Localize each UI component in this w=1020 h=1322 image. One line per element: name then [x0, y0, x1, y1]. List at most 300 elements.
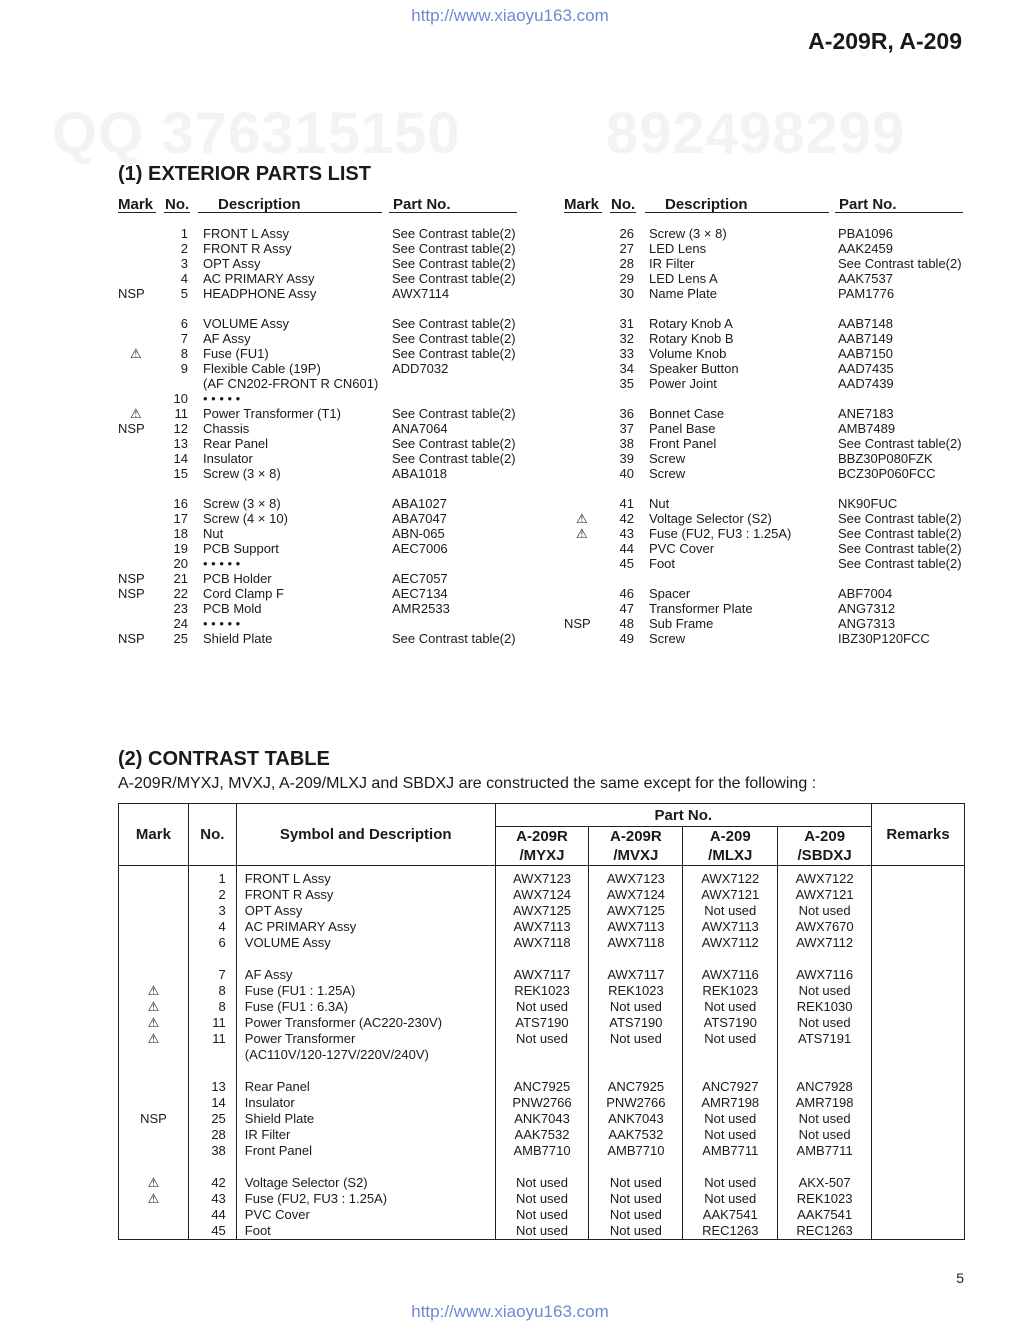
ct-no: 38 [211, 1143, 226, 1158]
ct-part: ATS7190 [515, 1015, 569, 1030]
col-sbdxj [778, 866, 872, 1240]
parts-row [564, 226, 964, 241]
model-title: A-209R, A-209 [808, 28, 962, 54]
part-number: BBZ30P080FZK [838, 451, 933, 466]
th-no: No. [188, 804, 236, 866]
ct-part: AWX7112 [701, 935, 759, 950]
ct-mark [119, 903, 188, 919]
ct-mark: ⚠ [147, 1031, 160, 1046]
parts-row [564, 571, 964, 586]
item-description: AC PRIMARY Assy [203, 271, 315, 286]
header-rule [610, 212, 636, 213]
header-rule [198, 212, 382, 213]
item-no: 38 [619, 436, 634, 451]
parts-row [564, 511, 964, 526]
ct-desc: Fuse (FU2, FU3 : 1.25A) [244, 1191, 388, 1206]
parts-row [564, 346, 964, 361]
ct-mark [119, 1095, 188, 1111]
item-no: 37 [619, 421, 634, 436]
part-number: AAD7439 [838, 376, 894, 391]
item-description: Screw (4 × 10) [203, 511, 288, 526]
item-description: HEADPHONE Assy [203, 286, 317, 301]
bottom-url[interactable]: http://www.xiaoyu163.com [411, 1302, 609, 1321]
part-number: NK90FUC [838, 496, 898, 511]
ct-part [589, 1063, 682, 1079]
item-description: AF Assy [203, 331, 251, 346]
part-number: See Contrast table(2) [838, 541, 962, 556]
item-description: Rotary Knob A [649, 316, 733, 331]
part-number: AMB7489 [838, 421, 896, 436]
parts-row [118, 631, 518, 646]
ct-part: Not used [704, 1127, 757, 1142]
parts-row [118, 481, 518, 496]
ct-part: ATS7190 [609, 1015, 663, 1030]
ct-mark [119, 1143, 188, 1159]
item-no: 16 [173, 496, 188, 511]
ct-no: 8 [218, 999, 226, 1014]
ct-no [189, 1159, 226, 1175]
item-no: 35 [619, 376, 634, 391]
ct-part: Not used [609, 1031, 662, 1046]
ct-part: Not used [798, 983, 851, 998]
ct-mark [119, 951, 188, 967]
ct-part: Not used [704, 1191, 757, 1206]
ct-part: Not used [515, 1031, 569, 1046]
part-number: See Contrast table(2) [392, 331, 516, 346]
item-description: Power Joint [649, 376, 717, 391]
item-no: 34 [619, 361, 634, 376]
ct-part: REK1023 [514, 983, 570, 998]
item-description: FRONT R Assy [203, 241, 292, 256]
item-description: Voltage Selector (S2) [649, 511, 772, 526]
ct-mark [119, 1063, 188, 1079]
part-number: AEC7006 [392, 541, 448, 556]
item-no: 46 [619, 586, 634, 601]
parts-row [564, 301, 964, 316]
ct-desc: Insulator [244, 1095, 295, 1110]
item-no: 49 [619, 631, 634, 646]
part-number: ABA7047 [392, 511, 447, 526]
item-description: Volume Knob [649, 346, 727, 361]
item-no: 45 [619, 556, 634, 571]
item-description: Rear Panel [203, 436, 269, 451]
ct-part: AWX7124 [512, 887, 572, 902]
ct-part: AWX7113 [701, 919, 759, 934]
item-description: Power Transformer (T1) [203, 406, 341, 421]
ct-part: REK1030 [796, 999, 853, 1014]
mark-left: NSP [118, 586, 145, 601]
item-no: 25 [173, 631, 188, 646]
ct-part [589, 951, 682, 967]
item-no: 44 [619, 541, 634, 556]
parts-row [564, 421, 964, 436]
parts-row [564, 631, 964, 646]
parts-row [118, 256, 518, 271]
ct-part [778, 1159, 871, 1175]
parts-row [118, 601, 518, 616]
th-desc: Symbol and Description [236, 804, 495, 866]
ct-part: AWX7122 [701, 871, 760, 886]
ct-part: REC1263 [796, 1223, 853, 1238]
parts-row [564, 541, 964, 556]
ct-no: 4 [218, 919, 226, 934]
ct-mark [119, 1079, 188, 1095]
col-desc [236, 866, 495, 1240]
ct-part [496, 1047, 589, 1063]
col-header-mark-right: Mark [564, 196, 600, 213]
ct-part [778, 1063, 871, 1079]
ct-part: AWX7116 [701, 967, 759, 982]
parts-row [118, 391, 518, 406]
part-number: See Contrast table(2) [392, 241, 516, 256]
ct-part [683, 1159, 777, 1175]
item-description: Shield Plate [203, 631, 273, 646]
ct-part: Not used [609, 1207, 662, 1222]
parts-row [118, 466, 518, 481]
item-no: 14 [173, 451, 188, 466]
ct-desc [245, 1063, 495, 1079]
ct-part: AWX7113 [607, 919, 665, 934]
ct-part: AWX7118 [607, 935, 665, 950]
col-mlxj [683, 866, 778, 1240]
ct-part: AAK7532 [608, 1127, 664, 1142]
ct-part: AWX7118 [513, 935, 571, 950]
ct-part: Not used [798, 1015, 851, 1030]
col-mvxj [589, 866, 683, 1240]
ct-no: 42 [211, 1175, 226, 1190]
parts-row [118, 571, 518, 586]
mark-left: ⚠ [130, 406, 142, 421]
ct-part: Not used [609, 1175, 662, 1190]
parts-row [564, 256, 964, 271]
parts-row [118, 271, 518, 286]
part-number: See Contrast table(2) [392, 406, 516, 421]
ct-part: Not used [798, 903, 851, 918]
col-header-mark-left: Mark [118, 196, 154, 213]
ct-desc: Front Panel [244, 1143, 312, 1158]
item-no: 3 [180, 256, 188, 271]
ct-part: ANC7928 [796, 1079, 853, 1094]
mark-left: NSP [118, 286, 145, 301]
item-description: Screw [649, 631, 686, 646]
ct-mark [119, 1207, 188, 1223]
mark-left: ⚠ [130, 346, 142, 361]
ct-desc [245, 1159, 495, 1175]
ct-part [589, 1047, 682, 1063]
item-description: Speaker Button [649, 361, 739, 376]
exterior-list-right [564, 226, 964, 646]
ct-part: Not used [798, 1111, 851, 1126]
ct-desc: Fuse (FU1 : 1.25A) [244, 983, 356, 998]
ct-desc: FRONT L Assy [244, 871, 331, 886]
item-description: Foot [649, 556, 676, 571]
item-no: 8 [180, 346, 188, 361]
ct-desc: Fuse (FU1 : 6.3A) [244, 999, 349, 1014]
ct-part: AWX7121 [701, 887, 760, 902]
item-description: Rotary Knob B [649, 331, 734, 346]
parts-row [564, 331, 964, 346]
ct-no: 6 [218, 935, 226, 950]
ct-part: AMB7711 [796, 1143, 853, 1158]
th-mark: Mark [119, 804, 189, 866]
ct-part: Not used [704, 1175, 757, 1190]
item-description: Screw [649, 451, 686, 466]
parts-row [118, 286, 518, 301]
item-no: 18 [173, 526, 188, 541]
ct-part: AWX7123 [512, 871, 572, 886]
col-no [188, 866, 236, 1240]
header-rule [389, 212, 517, 213]
part-number: BCZ30P060FCC [838, 466, 936, 481]
contrast-table [118, 803, 965, 1240]
item-description: PCB Support [203, 541, 279, 556]
item-no: 5 [180, 286, 188, 301]
ct-part [778, 1047, 871, 1063]
ct-mark [119, 919, 188, 935]
item-description: • • • • • [203, 556, 241, 571]
watermark-qq: QQ 376315150 [52, 101, 461, 166]
part-number: PBA1096 [838, 226, 893, 241]
ct-no: 44 [211, 1207, 226, 1222]
part-number: AAK7537 [838, 271, 893, 286]
parts-row [564, 526, 964, 541]
item-description: Panel Base [649, 421, 716, 436]
ct-part: ANK7043 [514, 1111, 570, 1126]
ct-no: 11 [212, 1015, 226, 1030]
item-description: Screw (3 × 8) [649, 226, 727, 241]
ct-no: 2 [218, 887, 226, 902]
ct-mark [119, 935, 188, 951]
part-number: ANG7313 [838, 616, 896, 631]
item-no: 13 [173, 436, 188, 451]
col-header-desc-right: Description [665, 196, 748, 213]
ct-part: REK1023 [702, 983, 759, 998]
ct-desc: Power Transformer (AC220-230V) [244, 1015, 443, 1030]
item-no: 23 [173, 601, 188, 616]
parts-row [564, 391, 964, 406]
part-number: See Contrast table(2) [392, 271, 516, 286]
section-title-contrast: (2) CONTRAST TABLE [118, 748, 330, 770]
mark-right: NSP [564, 616, 591, 631]
ct-part: Not used [609, 999, 662, 1014]
item-description: Sub Frame [649, 616, 714, 631]
ct-mark: NSP [140, 1111, 167, 1126]
part-number: See Contrast table(2) [392, 436, 516, 451]
ct-part: AAK7541 [702, 1207, 758, 1222]
item-no: 12 [173, 421, 188, 436]
top-url[interactable]: http://www.xiaoyu163.com [411, 6, 609, 25]
item-description: Name Plate [649, 286, 717, 301]
item-description: Screw (3 × 8) [203, 496, 281, 511]
part-number: See Contrast table(2) [838, 511, 962, 526]
item-description: • • • • • [203, 616, 241, 631]
header-rule [164, 212, 190, 213]
ct-part: REK1023 [796, 1191, 853, 1206]
part-number: See Contrast table(2) [838, 526, 962, 541]
item-no: 1 [180, 226, 188, 241]
mark-right: ⚠ [576, 526, 588, 541]
ct-desc: FRONT R Assy [244, 887, 334, 902]
item-no: 29 [619, 271, 634, 286]
col-header-no-left: No. [165, 196, 190, 213]
ct-mark: ⚠ [147, 1015, 160, 1030]
ct-no [189, 1047, 226, 1063]
ct-no [189, 1063, 226, 1079]
watermark-number: 892498299 [606, 101, 906, 166]
ct-part: AWX7124 [606, 887, 665, 902]
col-mark [119, 866, 189, 1240]
item-no: 2 [180, 241, 188, 256]
item-no: 10 [173, 391, 188, 406]
parts-row [118, 361, 518, 376]
part-number: AAB7148 [838, 316, 893, 331]
item-no: 28 [619, 256, 634, 271]
item-description: PCB Holder [203, 571, 272, 586]
col-header-desc-left: Description [218, 196, 301, 213]
item-no: 24 [173, 616, 188, 631]
ct-part: ANC7925 [513, 1079, 571, 1094]
ct-desc: OPT Assy [244, 903, 303, 918]
ct-desc: VOLUME Assy [244, 935, 331, 950]
page-number: 5 [956, 1270, 964, 1286]
part-number: AAB7149 [838, 331, 893, 346]
ct-part: Not used [515, 1223, 569, 1238]
parts-row [118, 616, 518, 631]
ct-part: AWX7113 [513, 919, 571, 934]
ct-part: ATS7191 [797, 1031, 852, 1046]
parts-row [118, 226, 518, 241]
parts-row [118, 436, 518, 451]
part-number: See Contrast table(2) [392, 631, 516, 646]
ct-mark [119, 1159, 188, 1175]
ct-no: 25 [211, 1111, 226, 1126]
parts-row [118, 526, 518, 541]
item-no: 7 [180, 331, 188, 346]
ct-no: 11 [212, 1031, 226, 1046]
item-description: Screw (3 × 8) [203, 466, 281, 481]
th-remarks: Remarks [872, 804, 965, 866]
part-number: AAB7150 [838, 346, 893, 361]
item-description: FRONT L Assy [203, 226, 289, 241]
ct-part: Not used [798, 1127, 851, 1142]
ct-part: ANC7925 [607, 1079, 665, 1094]
item-no: 17 [173, 511, 188, 526]
item-description: Transformer Plate [649, 601, 753, 616]
part-number: AAD7435 [838, 361, 894, 376]
part-number: See Contrast table(2) [392, 451, 516, 466]
ct-part: Not used [704, 999, 757, 1014]
item-no: 39 [619, 451, 634, 466]
item-no: 26 [619, 226, 634, 241]
ct-desc: Foot [244, 1223, 271, 1238]
ct-part: AMR7198 [701, 1095, 760, 1110]
part-number: ABA1018 [392, 466, 447, 481]
th-partno: Part No. [495, 804, 871, 827]
ct-part: AKX-507 [798, 1175, 851, 1190]
parts-row [118, 376, 518, 391]
ct-part: Not used [515, 1207, 569, 1222]
parts-row [564, 406, 964, 421]
section-title-exterior: (1) EXTERIOR PARTS LIST [118, 163, 371, 185]
th-model-mlxj: A-209 /MLXJ [683, 827, 778, 866]
ct-part: AWX7112 [796, 935, 854, 950]
item-no: 31 [619, 316, 634, 331]
item-description: Screw [649, 466, 686, 481]
parts-row [118, 421, 518, 436]
part-number: AWX7114 [392, 286, 450, 301]
col-myxj [495, 866, 589, 1240]
item-description: Cord Clamp F [203, 586, 284, 601]
ct-mark: ⚠ [147, 999, 160, 1014]
item-description: VOLUME Assy [203, 316, 289, 331]
ct-mark [119, 887, 188, 903]
ct-part: ANC7927 [702, 1079, 759, 1094]
ct-part: AWX7122 [795, 871, 854, 886]
item-description: PVC Cover [649, 541, 715, 556]
ct-part: AAK7532 [514, 1127, 570, 1142]
ct-part: Not used [609, 1191, 662, 1206]
part-number: AEC7057 [392, 571, 448, 586]
header-rule [564, 212, 602, 213]
ct-desc: Voltage Selector (S2) [244, 1175, 368, 1190]
parts-row [564, 271, 964, 286]
item-no: 9 [180, 361, 188, 376]
item-description: LED Lens A [649, 271, 718, 286]
th-model-mvxj: A-209R /MVXJ [589, 827, 683, 866]
th-model-sbdxj: A-209 /SBDXJ [778, 827, 872, 866]
ct-part: AWX7121 [795, 887, 854, 902]
col-header-no-right: No. [611, 196, 636, 213]
ct-mark [119, 1127, 188, 1143]
parts-row [118, 541, 518, 556]
item-no: 4 [180, 271, 188, 286]
part-number: PAM1776 [838, 286, 895, 301]
col-header-part-right: Part No. [839, 196, 897, 213]
mark-left: NSP [118, 421, 145, 436]
ct-no [189, 951, 226, 967]
col-header-part-left: Part No. [393, 196, 451, 213]
item-description: Nut [203, 526, 224, 541]
item-description: Nut [649, 496, 670, 511]
parts-row [118, 451, 518, 466]
ct-part [683, 1047, 777, 1063]
item-description: Front Panel [649, 436, 717, 451]
parts-row [118, 556, 518, 571]
parts-row [118, 511, 518, 526]
ct-no: 28 [211, 1127, 226, 1142]
ct-no: 3 [218, 903, 226, 918]
ct-mark [119, 1223, 188, 1239]
item-no: 40 [619, 466, 634, 481]
parts-row [564, 616, 964, 631]
parts-row [118, 586, 518, 601]
col-remarks [872, 866, 965, 1240]
item-description: • • • • • [203, 391, 241, 406]
mark-right: ⚠ [576, 511, 588, 526]
ct-no: 43 [211, 1191, 226, 1206]
ct-desc: AF Assy [244, 967, 293, 982]
ct-mark [119, 967, 188, 983]
item-description: LED Lens [649, 241, 707, 256]
ct-mark [119, 871, 188, 887]
item-no: 30 [619, 286, 634, 301]
part-number: ABN-065 [392, 526, 445, 541]
item-no: 20 [173, 556, 188, 571]
parts-row [118, 346, 518, 361]
ct-part: ATS7190 [703, 1015, 757, 1030]
ct-part: Not used [704, 903, 757, 918]
item-no: 36 [619, 406, 634, 421]
